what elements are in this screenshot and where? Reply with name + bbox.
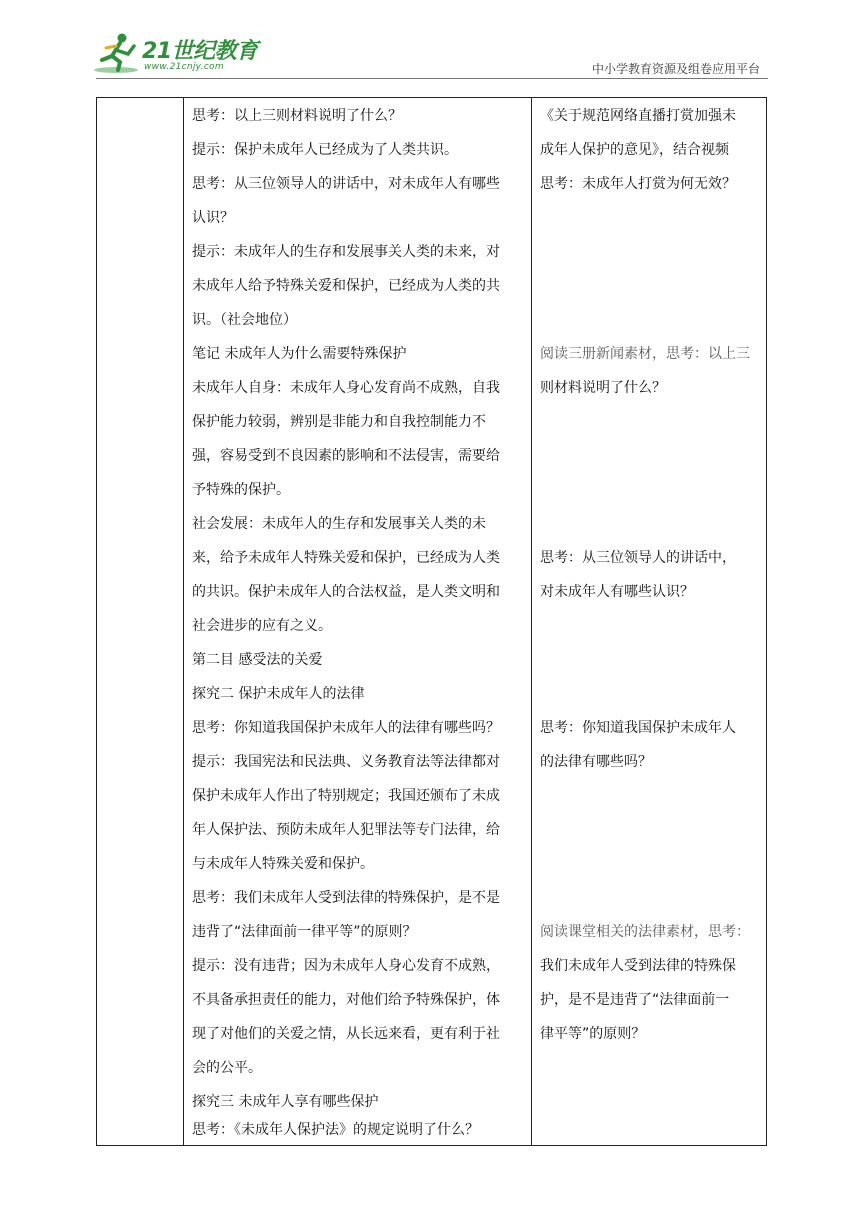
- text-line: 《关于规范网络直播打赏加强未: [540, 108, 736, 124]
- text-line: 则材料说明了什么？: [540, 380, 666, 396]
- text-line: 律平等”的原则？: [540, 1026, 646, 1042]
- section-heading: 探究三 未成年人享有哪些保护: [192, 1094, 379, 1110]
- header-tagline: 中小学教育资源及组卷应用平台: [591, 62, 760, 76]
- text-line: 强，容易受到不良因素的影响和不法侵害，需要给: [192, 448, 500, 464]
- text-line: 社会进步的应有之义。: [192, 618, 332, 634]
- text-line: 思考：从三位领导人的讲话中，对未成年人有哪些: [192, 176, 500, 192]
- text-line: 思考：你知道我国保护未成年人的法律有哪些吗？: [192, 720, 500, 736]
- text-line: 保护能力较弱，辨别是非能力和自我控制能力不: [192, 414, 486, 430]
- text-line: 成年人保护的意见》，结合视频: [540, 142, 729, 158]
- text-line: 思考：未成年人打赏为何无效？: [540, 176, 736, 192]
- column-divider-right: [531, 98, 532, 1145]
- text-line: 提示：保护未成年人已经成为了人类共识。: [192, 142, 458, 158]
- text-line: 社会发展：未成年人的生存和发展事关人类的未: [192, 516, 486, 532]
- text-line: 提示：没有违背；因为未成年人身心发育不成熟，: [192, 958, 500, 974]
- text-line: 予特殊的保护。: [192, 482, 290, 498]
- text-line: 提示：我国宪法和民法典、义务教育法等法律都对: [192, 754, 500, 770]
- text-line: 的共识。保护未成年人的合法权益，是人类文明和: [192, 584, 500, 600]
- text-line: 不具备承担责任的能力，对他们给予特殊保护，体: [192, 992, 500, 1008]
- text-line: 未成年人自身：未成年人身心发育尚不成熟，自我: [192, 380, 500, 396]
- header-divider: [96, 78, 768, 79]
- text-line: 笔记 未成年人为什么需要特殊保护: [192, 346, 407, 362]
- text-line: 现了对他们的关爱之情，从长远来看，更有利于社: [192, 1026, 500, 1042]
- text-line: 违背了“法律面前一律平等”的原则？: [192, 924, 417, 940]
- text-line: 阅读三册新闻素材，思考：以上三: [540, 346, 750, 362]
- logo: [92, 30, 262, 78]
- section-heading: 第二目 感受法的关爱: [192, 652, 323, 668]
- text-line: 保护未成年人作出了特别规定；我国还颁布了未成: [192, 788, 500, 804]
- section-heading: 探究二 保护未成年人的法律: [192, 686, 365, 702]
- logo-url: www.21cnjy.com: [144, 62, 224, 72]
- text-line: 认识？: [192, 210, 234, 226]
- text-line: 护，是不是违背了“法律面前一: [540, 992, 730, 1008]
- text-line: 对未成年人有哪些认识？: [540, 584, 694, 600]
- page-header: [0, 0, 860, 80]
- text-line: 思考：你知道我国保护未成年人: [540, 720, 736, 736]
- text-line: 思考：从三位领导人的讲话中，: [540, 550, 736, 566]
- text-line: 我们未成年人受到法律的特殊保: [540, 958, 736, 974]
- text-line: 思考：《未成年人保护法》的规定说明了什么？: [192, 1122, 479, 1138]
- text-line: 来，给予未成年人特殊关爱和保护，已经成为人类: [192, 550, 500, 566]
- text-line: 未成年人给予特殊关爱和保护，已经成为人类的共: [192, 278, 500, 294]
- text-line: 思考：我们未成年人受到法律的特殊保护，是不是: [192, 890, 500, 906]
- text-line: 的法律有哪些吗？: [540, 754, 652, 770]
- text-line: 会的公平。: [192, 1060, 262, 1076]
- column-divider-left: [183, 98, 184, 1145]
- text-line: 思考：以上三则材料说明了什么？: [192, 108, 402, 124]
- runner-logo-icon: [92, 30, 148, 76]
- text-line: 识。（社会地位）: [192, 312, 297, 328]
- logo-text: 21世纪教育: [142, 39, 258, 64]
- text-line: 提示：未成年人的生存和发展事关人类的未来，对: [192, 244, 500, 260]
- text-line: 年人保护法、预防未成年人犯罪法等专门法律，给: [192, 822, 500, 838]
- text-line: 阅读课堂相关的法律素材，思考：: [540, 924, 750, 940]
- text-line: 与未成年人特殊关爱和保护。: [192, 856, 374, 872]
- lesson-table: [96, 97, 767, 1146]
